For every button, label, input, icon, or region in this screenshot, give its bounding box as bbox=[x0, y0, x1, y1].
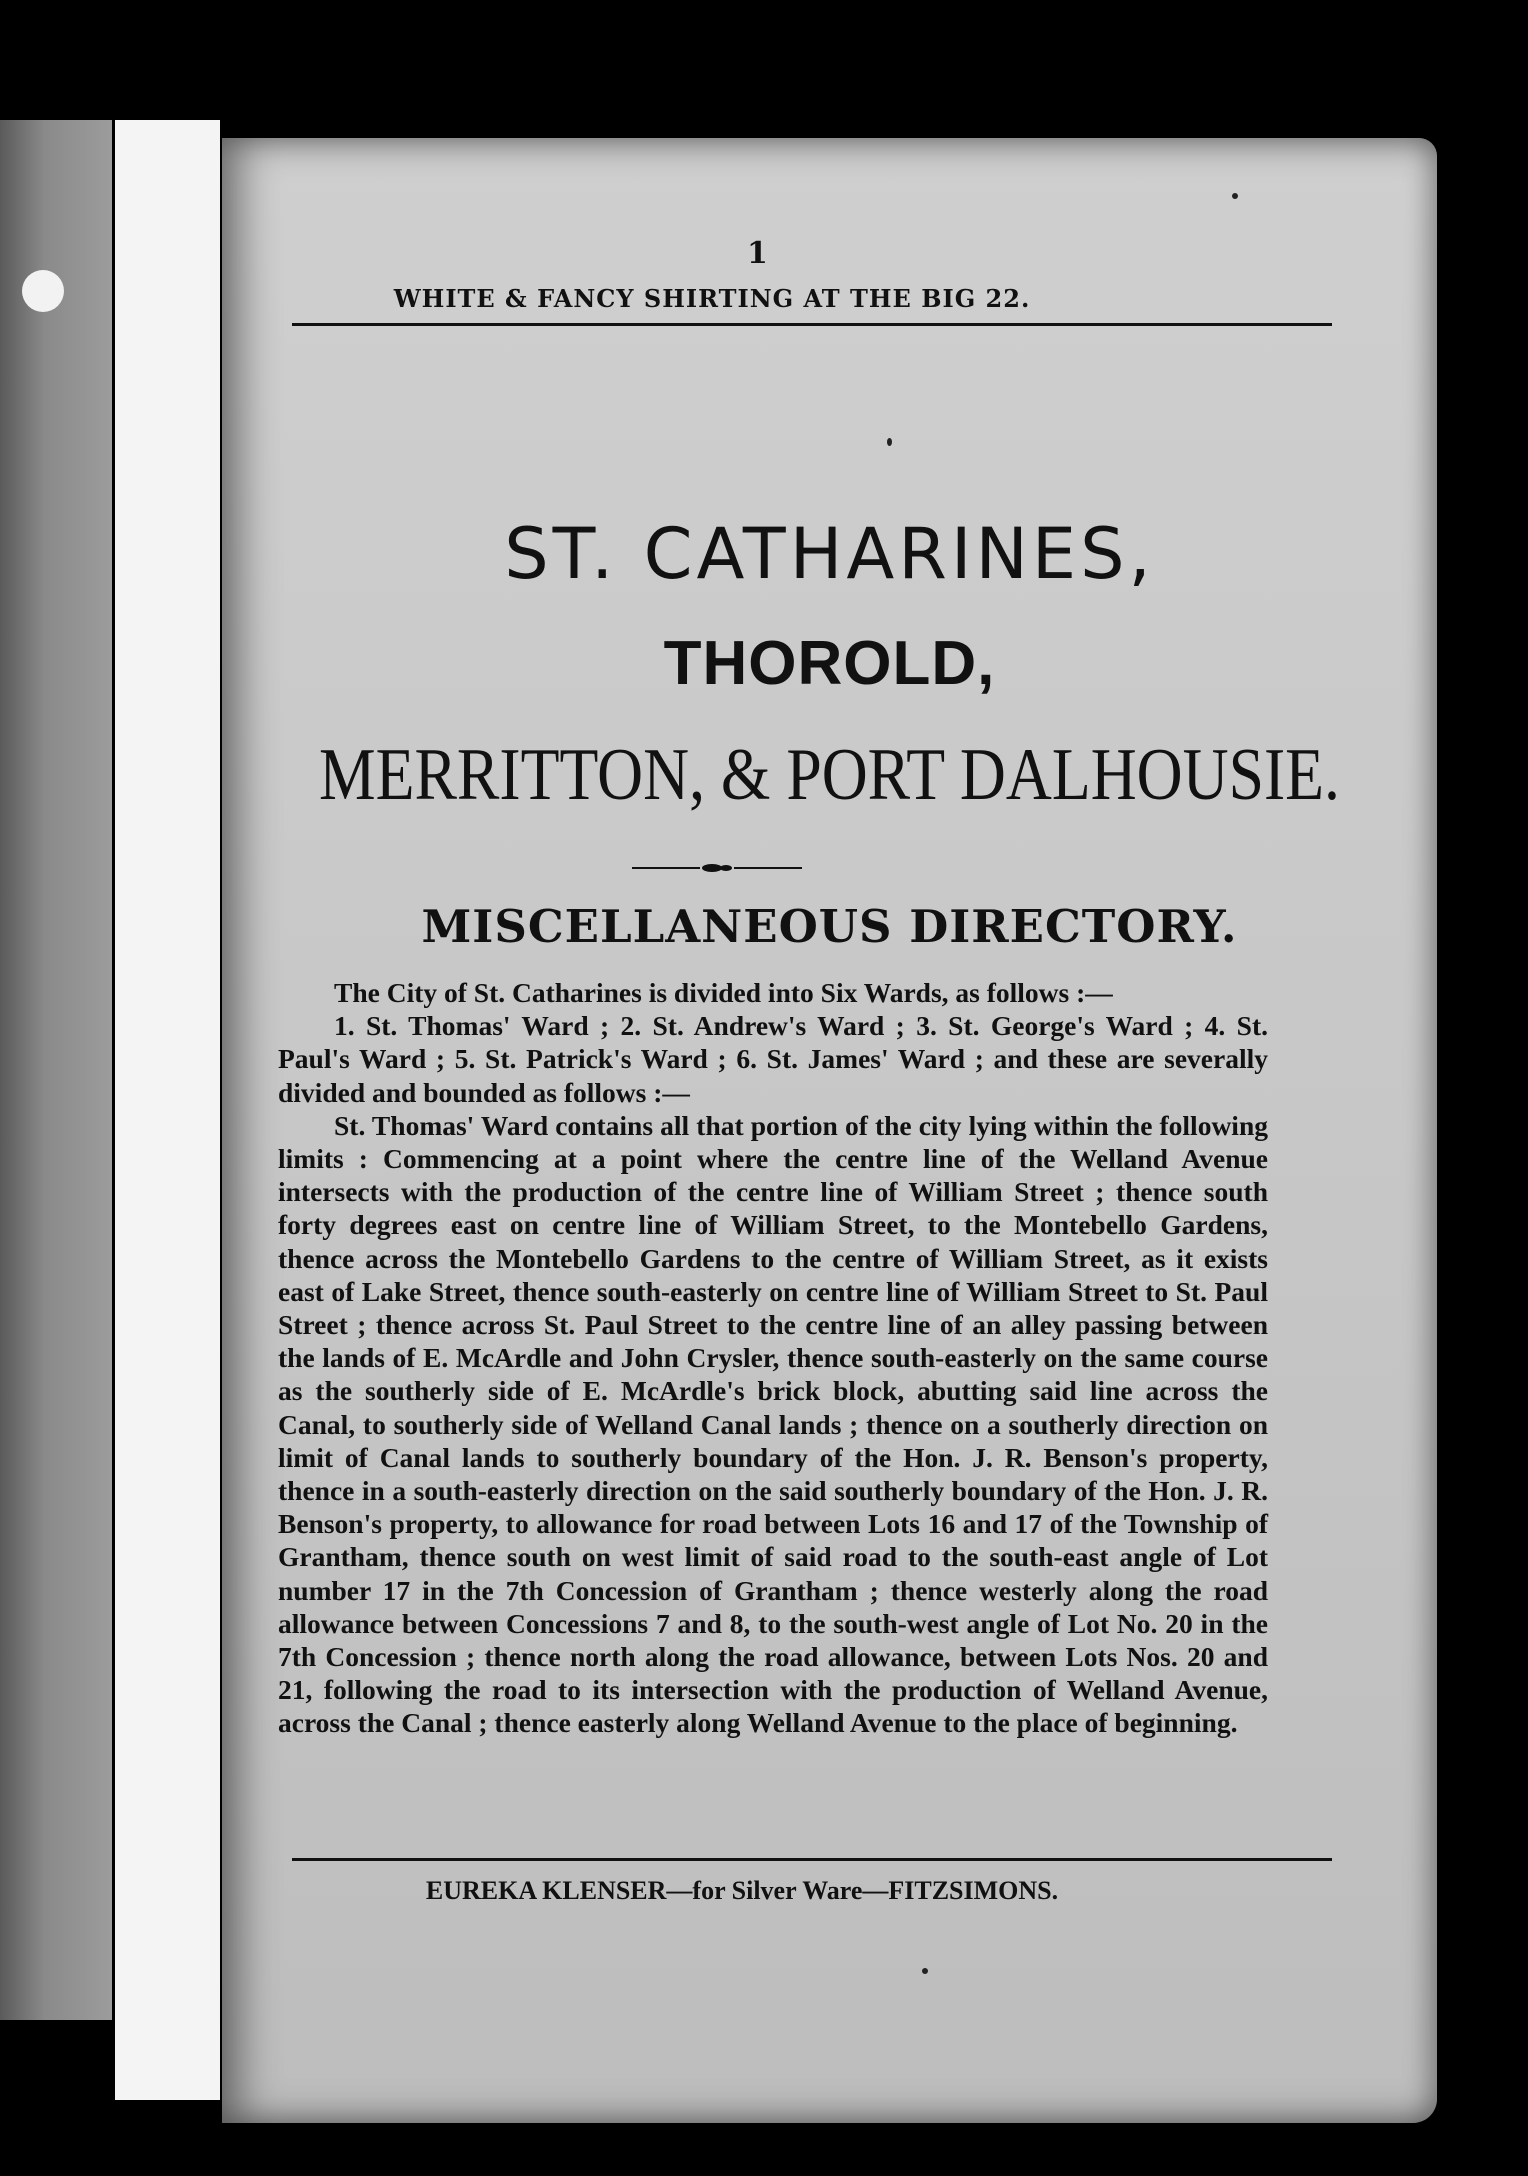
footer-advertisement: EUREKA KLENSER—for Silver Ware—FITZSIMONS. bbox=[425, 1876, 1059, 1905]
st-thomas-ward-paragraph: St. Thomas' Ward contains all that portion of the city lying within the following limits : Commencing at a point where the centre line of the Welland Avenue intersects with the production of the centre line of William Street ; thence south forty degrees east on centre line of William Street, to the Montebello Gardens, thence across the Montebello Gardens to the centre of William Street, as it exists east of Lake Street, thence south-easterly on centre line of William Street to St. Paul Street ; thence across St. Paul Street to the centre line of an alley passing between the lands of E. McArdle and John Crysler, thence south-easterly on the same course as the southerly side of E. McArdle's brick block, abutting said line across the Canal, to southerly side of Welland Canal lands ; thence on a southerly direction on limit of Canal lands to southerly boundary of the Hon. J. R. Benson's property, thence in a south-easterly direction on the said southerly boundary of the Hon. J. R. Benson's property, to allowance for road between Lots 16 and 17 of the Township of Grantham, thence south on west limit of said road to the south-east angle of Lot number 17 in the 7th Concession of Grantham ; thence westerly along the road allowance between Concessions 7 and 8, to the south-west angle of Lot No. 20 in the 7th Concession ; thence north along the road allowance, between Lots Nos. 20 and 21, following the road to its intersection with the production of Welland Avenue, across the Canal ; thence easterly along Welland Avenue to the place of beginning. bbox=[278, 1109, 1268, 1739]
print-speck bbox=[1232, 193, 1238, 199]
title-merritton-port-dalhousie: MERRITTON, & PORT DALHOUSIE. bbox=[319, 734, 1340, 816]
directory-heading: MISCELLANEOUS DIRECTORY. bbox=[421, 900, 1238, 953]
ornament-divider bbox=[632, 860, 802, 876]
page-number: 1 bbox=[747, 236, 768, 271]
body-text bbox=[278, 976, 1268, 1740]
print-speck bbox=[887, 438, 892, 446]
wards-list-paragraph: 1. St. Thomas' Ward ; 2. St. Andrew's Ward ; 3. St. George's Ward ; 4. St. Paul's Ward ; 5. St. Patrick's Ward ; 6. St. James' Ward ; and these are severally divided and bounded as follows :— bbox=[278, 1010, 1268, 1108]
top-rule bbox=[292, 323, 1332, 326]
intro-paragraph: The City of St. Catharines is divided into Six Wards, as follows :— bbox=[334, 977, 1113, 1008]
binding-strip bbox=[115, 120, 220, 2100]
adjacent-page-edge bbox=[0, 120, 112, 2020]
binding-hole bbox=[22, 270, 64, 312]
document-page bbox=[222, 138, 1437, 2123]
title-st-catharines: ST. CATHARINES, bbox=[504, 513, 1155, 595]
title-thorold: THOROLD, bbox=[663, 629, 996, 698]
running-head: WHITE & FANCY SHIRTING AT THE BIG 22. bbox=[393, 284, 1031, 313]
bottom-rule bbox=[292, 1858, 1332, 1861]
print-speck bbox=[922, 1968, 928, 1974]
